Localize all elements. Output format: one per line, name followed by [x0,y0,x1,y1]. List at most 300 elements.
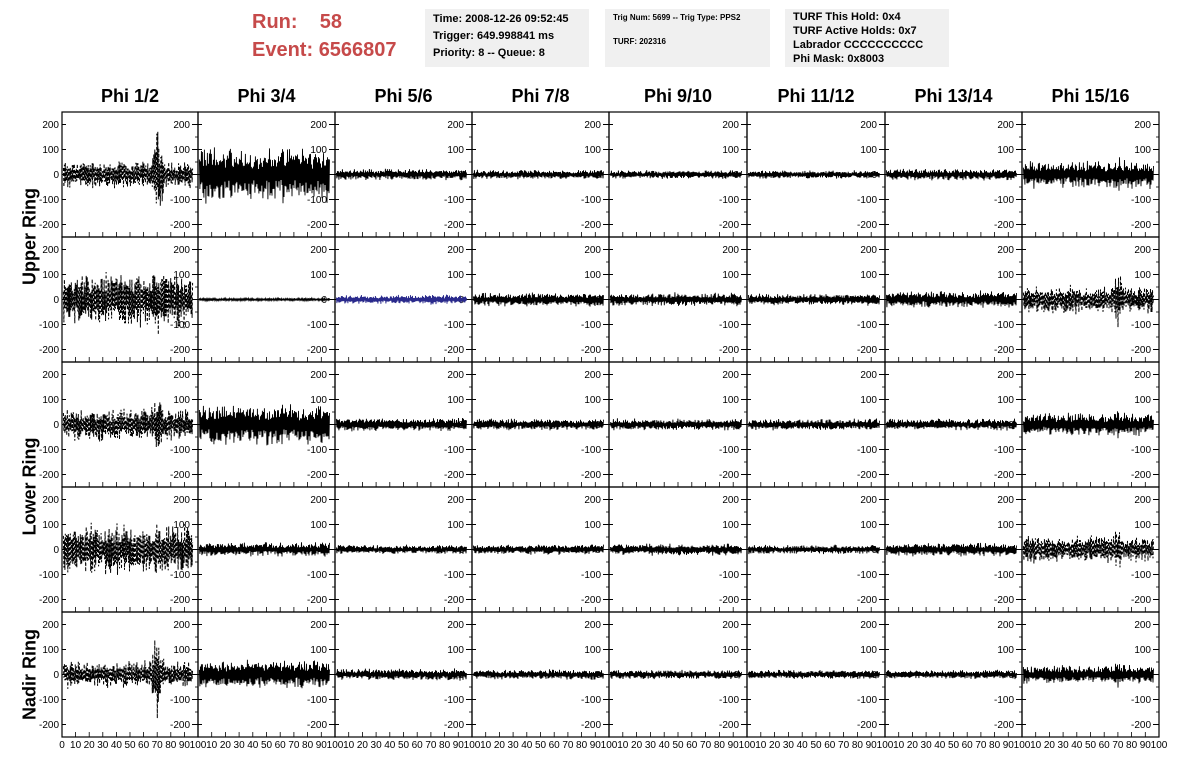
x-tick-label: 60 [824,740,836,751]
x-tick-label: 60 [548,740,560,751]
ring-label: Lower Ring [19,437,40,536]
y-tick-label: 0 [53,295,59,306]
y-tick-label: -100 [38,570,59,581]
y-tick-label: 0 [458,670,464,681]
waveform-panel [747,112,885,237]
x-tick-label: 70 [700,740,712,751]
x-tick-label: 60 [411,740,423,751]
phi-header: Phi 15/16 [1051,86,1130,106]
waveform-panel [335,612,472,737]
x-tick-label: 40 [658,740,670,751]
y-tick-label: -100 [443,570,464,581]
y-tick-label: 0 [321,295,327,306]
info-line: Trigger: 649.998841 ms [433,30,555,42]
phi-header: Phi 3/4 [237,86,296,106]
y-tick-label: -200 [169,345,190,356]
y-tick-label: 200 [997,495,1014,506]
phi-header: Phi 1/2 [100,86,160,106]
x-tick-label: 60 [961,740,973,751]
waveform-trace [1023,664,1153,688]
x-tick-label: 80 [989,740,1001,751]
y-tick-label: -200 [993,345,1014,356]
y-tick-label: 200 [447,245,464,256]
y-tick-label: -100 [856,570,877,581]
y-tick-label: 0 [595,420,601,431]
y-tick-label: 0 [321,545,327,556]
y-tick-label: -200 [856,595,877,606]
y-tick-label: 0 [458,295,464,306]
y-tick-label: 100 [42,645,59,656]
y-tick-label: 200 [447,370,464,381]
x-tick-label: 80 [576,740,588,751]
y-tick-label: 100 [1134,520,1151,531]
y-tick-label: 0 [458,170,464,181]
x-tick-label: 100 [189,740,207,751]
y-tick-label: 200 [1134,120,1151,131]
y-tick-label: -100 [580,570,601,581]
phi-header: Phi 9/10 [643,86,713,106]
x-tick-label: 0 [59,740,65,751]
x-tick-label: 100 [600,740,618,751]
x-tick-label: 90 [178,740,190,751]
y-tick-label: 200 [1134,245,1151,256]
waveform-trace [748,545,879,555]
x-tick-label: 50 [534,740,547,751]
y-tick-label: -200 [306,720,327,731]
x-tick-label: 10 [70,740,82,751]
y-tick-label: 100 [310,645,327,656]
waveform-panel [198,362,335,487]
waveform-panel [885,487,1022,612]
y-tick-label: -100 [580,195,601,206]
waveform-panel [747,237,885,362]
x-tick-label: 100 [738,740,756,751]
waveform-panel [472,237,609,362]
y-tick-label: -200 [443,595,464,606]
y-tick-label: 200 [42,620,59,631]
x-tick-label: 10 [755,740,767,751]
y-tick-label: 100 [447,520,464,531]
y-tick-label: 200 [860,245,877,256]
y-tick-label: 200 [173,620,190,631]
waveform-panel [39,487,198,612]
y-tick-label: 200 [722,620,739,631]
y-tick-label: 200 [310,245,327,256]
y-tick-label: 0 [1008,545,1014,556]
y-tick-label: 0 [321,670,327,681]
y-tick-label: 0 [595,670,601,681]
y-tick-label: 100 [1134,270,1151,281]
x-tick-label: 70 [151,740,163,751]
y-tick-label: 200 [584,620,601,631]
y-tick-label: -100 [718,445,739,456]
x-tick-label: 10 [206,740,218,751]
y-tick-label: -200 [993,220,1014,231]
y-tick-label: -100 [306,320,327,331]
waveform-trace [886,419,1016,431]
x-tick-label: 80 [1126,740,1138,751]
y-tick-label: 100 [584,145,601,156]
waveform-panel [1022,237,1159,362]
y-tick-label: 0 [871,170,877,181]
y-tick-label: -100 [718,570,739,581]
y-tick-label: -200 [580,470,601,481]
y-tick-label: -200 [718,720,739,731]
y-tick-label: 0 [595,170,601,181]
y-tick-label: -100 [718,195,739,206]
run-label: Run: [252,11,298,33]
y-tick-label: 100 [173,270,190,281]
y-tick-label: -100 [993,195,1014,206]
y-tick-label: 200 [310,620,327,631]
y-tick-label: 100 [447,395,464,406]
y-tick-label: -200 [38,470,59,481]
y-tick-label: 200 [42,120,59,131]
waveform-trace [199,298,329,301]
x-tick-label: 20 [219,740,231,751]
y-tick-label: -100 [1130,320,1151,331]
waveform-trace [886,670,1016,679]
y-tick-label: 200 [173,245,190,256]
y-tick-label: 100 [860,520,877,531]
y-tick-label: -200 [1130,470,1151,481]
y-tick-label: -100 [718,320,739,331]
waveform-panel [198,612,335,737]
y-tick-label: 200 [42,245,59,256]
x-tick-label: 20 [83,740,95,751]
y-tick-label: 0 [871,295,877,306]
waveform-panel [747,487,885,612]
x-tick-label: 30 [1057,740,1069,751]
y-tick-label: 0 [1008,170,1014,181]
waveform-trace [473,419,603,431]
y-tick-label: -100 [306,570,327,581]
y-tick-label: 100 [173,645,190,656]
y-tick-label: -100 [38,445,59,456]
y-tick-label: 200 [584,495,601,506]
y-tick-label: 0 [595,295,601,306]
x-tick-label: 90 [452,740,464,751]
waveform-panel [39,112,198,237]
y-tick-label: 200 [447,120,464,131]
y-tick-label: -200 [993,720,1014,731]
ring-label: Nadir Ring [19,628,40,720]
x-tick-label: 40 [1071,740,1083,751]
y-tick-label: 200 [860,620,877,631]
waveform-panel [198,237,335,362]
waveform-panel [39,362,198,487]
y-tick-label: 100 [310,520,327,531]
info-line: Time: 2008-12-26 09:52:45 [433,13,569,25]
x-tick-label: 10 [480,740,492,751]
y-tick-label: -200 [169,720,190,731]
y-tick-label: -100 [169,195,190,206]
y-tick-label: 0 [733,295,739,306]
waveform-trace [610,418,741,430]
waveform-panel [335,487,472,612]
waveform-panel [335,362,472,487]
y-tick-label: 100 [1134,645,1151,656]
y-tick-label: -100 [993,570,1014,581]
phi-header: Phi 5/6 [374,86,433,106]
x-tick-label: 40 [384,740,396,751]
y-tick-label: -100 [306,695,327,706]
x-tick-label: 30 [507,740,519,751]
y-tick-label: -200 [306,345,327,356]
info-line: TURF: 202316 [613,37,666,46]
x-tick-label: 80 [439,740,451,751]
info-line: Phi Mask: 0x8003 [793,53,885,65]
y-tick-label: 200 [310,370,327,381]
y-tick-label: -100 [580,445,601,456]
y-tick-label: -200 [718,595,739,606]
x-tick-label: 70 [838,740,850,751]
waveform-panel [39,612,198,737]
x-tick-label: 10 [343,740,355,751]
waveform-panel [472,487,609,612]
x-tick-label: 90 [589,740,601,751]
y-tick-label: 0 [871,420,877,431]
x-tick-label: 90 [1002,740,1014,751]
y-tick-label: 100 [997,520,1014,531]
y-tick-label: -200 [993,595,1014,606]
y-tick-label: 100 [310,395,327,406]
y-tick-label: 0 [184,170,190,181]
y-tick-label: -200 [169,220,190,231]
info-line: Trig Num: 5699 -- Trig Type: PPS2 [613,13,741,22]
y-tick-label: 100 [310,270,327,281]
waveform-trace [473,669,603,680]
y-tick-label: 0 [458,420,464,431]
x-tick-label: 60 [138,740,150,751]
y-tick-label: -100 [718,695,739,706]
waveform-trace [336,418,466,431]
x-tick-label: 70 [288,740,300,751]
y-tick-label: 100 [447,270,464,281]
y-tick-label: 100 [42,145,59,156]
waveform-panel [472,362,609,487]
y-tick-label: 200 [173,495,190,506]
y-tick-label: 100 [997,145,1014,156]
waveform-panel [885,237,1022,362]
y-tick-label: -200 [580,720,601,731]
x-tick-label: 30 [644,740,656,751]
y-tick-label: -100 [38,695,59,706]
y-tick-label: 0 [53,545,59,556]
waveform-trace [748,294,879,306]
y-tick-label: 100 [173,520,190,531]
y-tick-label: -100 [993,695,1014,706]
y-tick-label: -200 [1130,720,1151,731]
x-tick-label: 30 [370,740,382,751]
y-tick-label: 0 [184,670,190,681]
y-tick-label: 200 [310,495,327,506]
waveform-trace [199,542,329,556]
y-tick-label: -200 [856,470,877,481]
y-tick-label: 200 [722,120,739,131]
waveform-panel [747,612,885,737]
y-tick-label: 100 [722,395,739,406]
x-tick-label: 40 [934,740,946,751]
x-tick-label: 40 [521,740,533,751]
waveform-panel [885,362,1022,487]
y-tick-label: 200 [1134,495,1151,506]
x-tick-label: 10 [893,740,905,751]
x-tick-label: 10 [1030,740,1042,751]
y-tick-label: 200 [997,370,1014,381]
waveform-panel [885,112,1022,237]
y-tick-label: -100 [306,445,327,456]
y-tick-label: 0 [733,545,739,556]
x-tick-label: 20 [906,740,918,751]
y-tick-label: 200 [173,370,190,381]
x-tick-label: 40 [796,740,808,751]
waveform-trace [886,169,1016,181]
y-tick-label: -100 [580,695,601,706]
y-tick-label: -200 [993,470,1014,481]
y-tick-label: 100 [1134,395,1151,406]
y-tick-label: 100 [310,145,327,156]
x-tick-label: 30 [782,740,794,751]
waveform-panel [1022,112,1159,237]
y-tick-label: 0 [1145,295,1151,306]
y-tick-label: 0 [1145,670,1151,681]
x-tick-label: 70 [425,740,437,751]
y-tick-label: -200 [306,595,327,606]
waveform-trace [199,660,329,689]
y-tick-label: 200 [447,620,464,631]
info-line: TURF This Hold: 0x4 [793,11,901,23]
y-tick-label: 0 [53,670,59,681]
y-tick-label: -100 [993,320,1014,331]
y-tick-label: 0 [458,545,464,556]
y-tick-label: -200 [38,720,59,731]
x-tick-label: 80 [302,740,314,751]
info-line: Labrador CCCCCCCCCC [793,39,924,51]
y-tick-label: 100 [447,145,464,156]
y-tick-label: 0 [733,670,739,681]
y-tick-label: 100 [860,270,877,281]
y-tick-label: 100 [1134,145,1151,156]
x-tick-label: 50 [947,740,960,751]
waveform-trace [748,170,879,178]
y-tick-label: -100 [38,195,59,206]
y-tick-label: 100 [584,395,601,406]
waveform-trace [1023,411,1153,438]
x-tick-label: 50 [124,740,136,751]
y-tick-label: -200 [580,345,601,356]
waveform-trace [610,670,741,679]
waveform-trace [1023,157,1153,190]
event-value: 6566807 [318,39,397,61]
y-tick-label: -200 [580,220,601,231]
x-tick-label: 80 [713,740,725,751]
y-tick-label: 200 [173,120,190,131]
waveform-panel [609,612,747,737]
x-tick-label: 90 [727,740,739,751]
y-tick-label: -100 [993,445,1014,456]
y-tick-label: 0 [53,420,59,431]
y-tick-label: -200 [169,470,190,481]
y-tick-label: 100 [42,520,59,531]
waveform-trace [610,292,741,306]
y-tick-label: -100 [1130,695,1151,706]
y-tick-label: -200 [443,470,464,481]
waveform-trace [886,290,1016,307]
y-tick-label: -100 [443,445,464,456]
x-tick-label: 100 [463,740,481,751]
y-tick-label: -200 [1130,345,1151,356]
y-tick-label: 100 [722,520,739,531]
x-tick-label: 20 [1043,740,1055,751]
y-tick-label: 100 [860,645,877,656]
waveform-panel [609,487,747,612]
y-tick-label: 100 [584,520,601,531]
info-line: TURF Active Holds: 0x7 [793,25,917,37]
x-tick-label: 60 [1098,740,1110,751]
x-tick-label: 70 [562,740,574,751]
waveform-panel [335,237,472,362]
y-tick-label: -200 [718,470,739,481]
y-tick-label: -100 [169,445,190,456]
y-tick-label: 0 [184,295,190,306]
waveform-panel [609,237,747,362]
y-tick-label: 100 [860,145,877,156]
y-tick-label: -100 [1130,570,1151,581]
y-tick-label: 200 [722,495,739,506]
waveform-trace [336,169,466,180]
waveform-trace [1023,532,1153,568]
y-tick-label: 0 [733,170,739,181]
y-tick-label: 200 [860,495,877,506]
y-tick-label: 100 [997,270,1014,281]
y-tick-label: -100 [169,570,190,581]
info-line: Priority: 8 -- Queue: 8 [433,47,545,59]
y-tick-label: -100 [856,695,877,706]
waveform-trace [199,404,329,445]
y-tick-label: 0 [871,670,877,681]
y-tick-label: -200 [580,595,601,606]
x-tick-label: 20 [631,740,643,751]
y-tick-label: -200 [306,470,327,481]
y-tick-label: -200 [443,345,464,356]
y-tick-label: 200 [1134,370,1151,381]
y-tick-label: 200 [860,120,877,131]
y-tick-label: 200 [860,370,877,381]
y-tick-label: -100 [856,445,877,456]
y-tick-label: -200 [443,220,464,231]
y-tick-label: 100 [722,270,739,281]
y-tick-label: 0 [1145,545,1151,556]
y-tick-label: 200 [722,370,739,381]
x-tick-label: 30 [97,740,109,751]
y-tick-label: -100 [443,695,464,706]
x-tick-label: 20 [356,740,368,751]
waveform-trace [336,545,466,554]
y-tick-label: -100 [443,320,464,331]
x-tick-label: 40 [247,740,259,751]
waveform-panel [39,237,198,362]
waveform-trace [748,419,879,431]
y-tick-label: 200 [997,120,1014,131]
x-tick-label: 30 [233,740,245,751]
waveform-panel [885,612,1022,737]
x-tick-label: 40 [110,740,122,751]
y-tick-label: -200 [856,345,877,356]
waveform-panel [747,362,885,487]
y-tick-label: -100 [1130,445,1151,456]
y-tick-label: 200 [584,370,601,381]
